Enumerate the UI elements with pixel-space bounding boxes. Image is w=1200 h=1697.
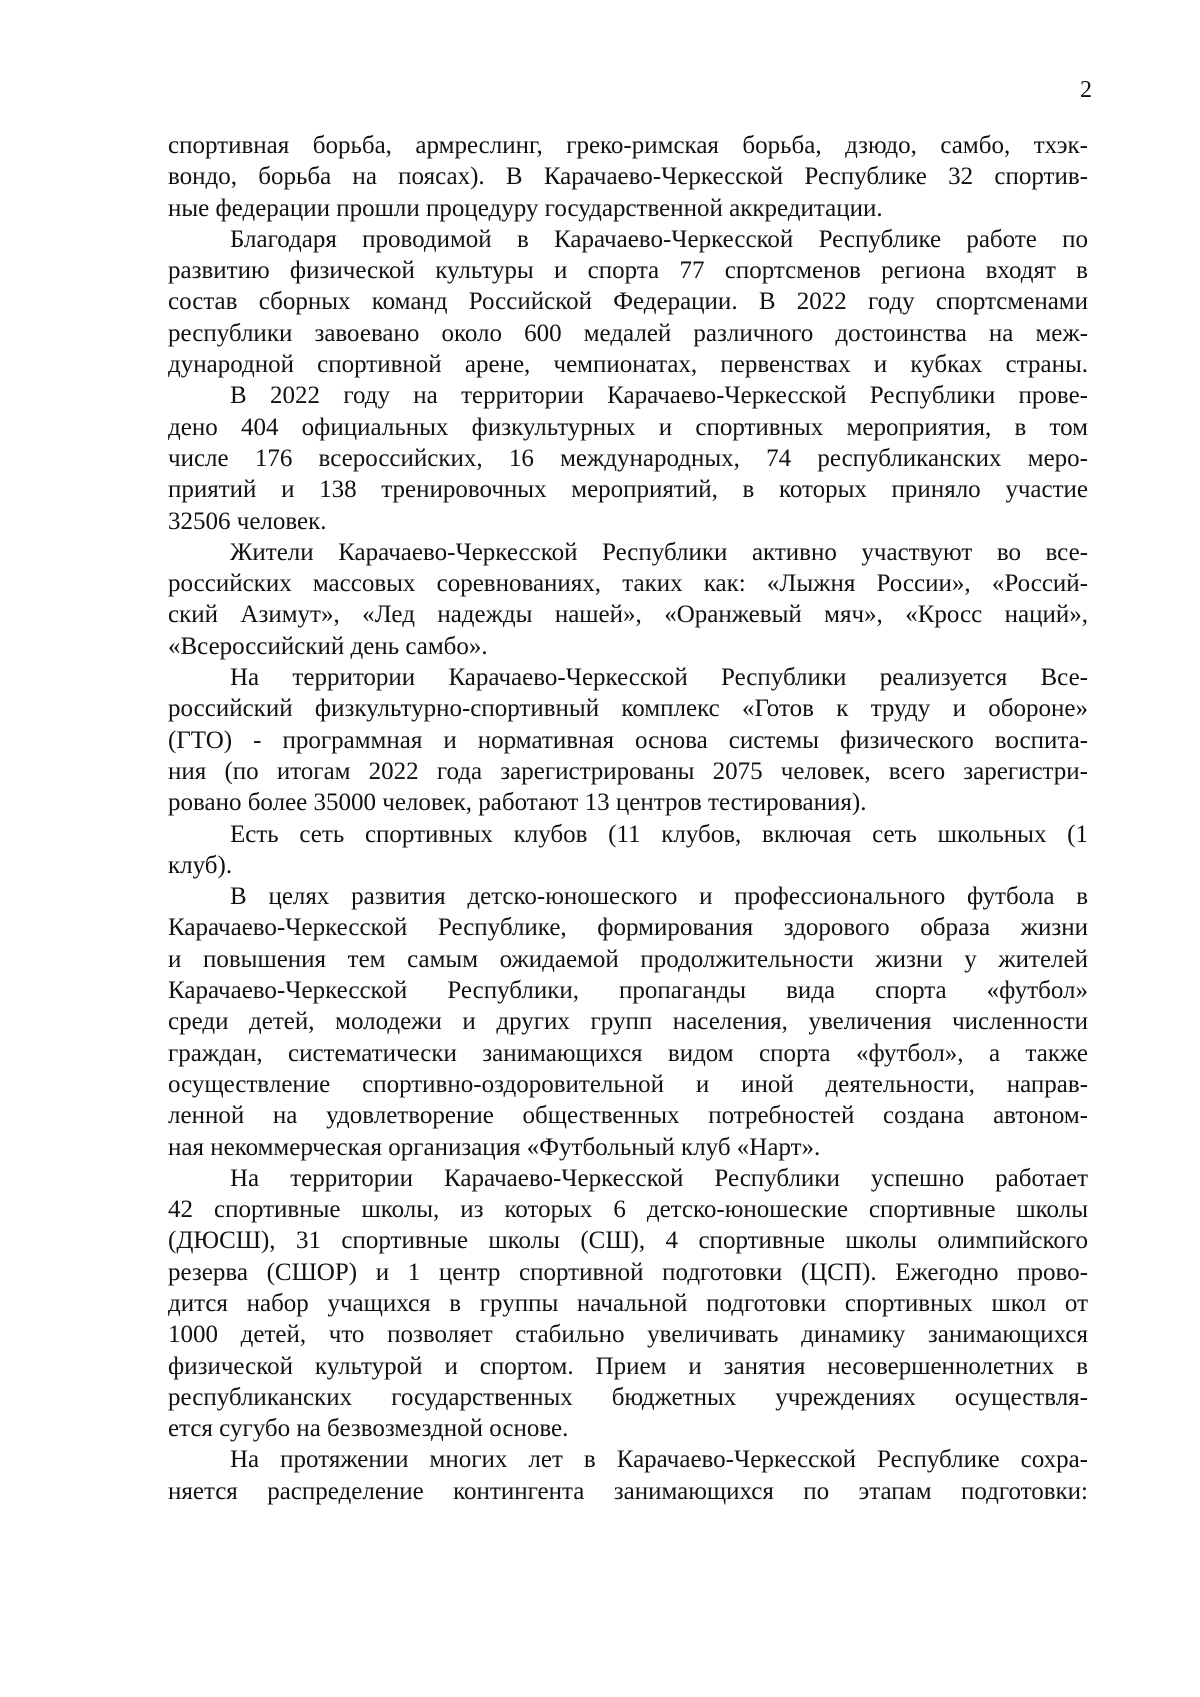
text-line: и повышения тем самым ожидаемой продолжительности жизни у жителей bbox=[168, 945, 1088, 973]
text-line: развитию физической культуры и спорта 77 спортсменов региона входят в bbox=[168, 257, 1088, 285]
page-number: 2 bbox=[1080, 77, 1092, 103]
text-line: граждан, систематически занимающихся видом спорта «футбол», а также bbox=[168, 1039, 1088, 1067]
text-line: няется распределение контингента занимающихся по этапам подготовки: bbox=[168, 1477, 1088, 1505]
text-line: дународной спортивной арене, чемпионатах, первенствах и кубках страны. bbox=[168, 351, 1088, 379]
text-line: ленной на удовлетворение общественных потребностей созданa автоном- bbox=[168, 1102, 1088, 1130]
text-line: 32506 человек. bbox=[168, 507, 327, 535]
text-line: «Всероссийский день самбо». bbox=[168, 632, 488, 660]
text-line: республиканских государственных бюджетных учреждениях осуществля- bbox=[168, 1383, 1088, 1411]
text-line: российских массовых соревнованиях, таких как: «Лыжня России», «Россий- bbox=[168, 570, 1088, 598]
text-line: состав сборных команд Российской Федерации. В 2022 году спортсменами bbox=[168, 288, 1088, 316]
paragraph-first-line: Есть сеть спортивных клубов (11 клубов, включая сеть школьных (1 bbox=[230, 820, 1088, 848]
paragraph-first-line: На протяжении многих лет в Карачаево-Черкесской Республике сохра- bbox=[230, 1446, 1088, 1474]
text-line: клуб). bbox=[168, 851, 233, 879]
text-line: ский Азимут», «Лед надежды нашей», «Оранжевый мяч», «Кросс наций», bbox=[168, 601, 1088, 629]
text-line: ния (по итогам 2022 года зарегистрированы 2075 человек, всего зарегистри- bbox=[168, 757, 1088, 785]
paragraph-first-line: Жители Карачаево-Черкесской Республики активно участвуют во все- bbox=[230, 538, 1088, 566]
text-line: ная некоммерческая организация «Футбольный клуб «Нарт». bbox=[168, 1133, 821, 1161]
text-line: дится набор учащихся в группы начальной подготовки спортивных школ от bbox=[168, 1289, 1088, 1317]
paragraph-first-line: На территории Карачаево-Черкесской Республики успешно работает bbox=[230, 1164, 1088, 1192]
paragraph-first-line: Благодаря проводимой в Карачаево-Черкесской Республике работе по bbox=[230, 225, 1088, 253]
text-line: (ДЮСШ), 31 спортивные школы (СШ), 4 спортивные школы олимпийского bbox=[168, 1227, 1088, 1255]
text-line: физической культурой и спортом. Прием и занятия несовершеннолетних в bbox=[168, 1352, 1088, 1380]
text-line: среди детей, молодежи и других групп населения, увеличения численности bbox=[168, 1008, 1088, 1036]
text-line: Карачаево-Черкесской Республике, формирования здорового образа жизни bbox=[168, 914, 1088, 942]
text-line: числе 176 всероссийских, 16 международных, 74 республиканских меро- bbox=[168, 444, 1088, 472]
text-line: республики завоевано около 600 медалей различного достоинства на меж- bbox=[168, 319, 1088, 347]
text-line: российский физкультурно-спортивный комплекс «Готов к труду и обороне» bbox=[168, 695, 1088, 723]
text-line: вондо, борьба на поясах). В Карачаево-Черкесской Республике 32 спортив- bbox=[168, 163, 1088, 191]
text-line: 1000 детей, что позволяет стабильно увеличивать динамику занимающихся bbox=[168, 1321, 1088, 1349]
text-line: осуществление спортивно-оздоровительной и иной деятельности, направ- bbox=[168, 1070, 1088, 1098]
text-line: ные федерации прошли процедуру государственной аккредитации. bbox=[168, 194, 883, 222]
text-line: Карачаево-Черкесской Республики, пропаганды вида спорта «футбол» bbox=[168, 977, 1088, 1005]
text-line: дено 404 официальных физкультурных и спортивных мероприятия, в том bbox=[168, 413, 1088, 441]
text-line: 42 спортивные школы, из которых 6 детско-юношеские спортивные школы bbox=[168, 1196, 1088, 1224]
paragraph-first-line: На территории Карачаево-Черкесской Республики реализуется Все- bbox=[230, 664, 1088, 692]
paragraph-first-line: В целях развития детско-юношеского и профессионального футбола в bbox=[230, 883, 1088, 911]
text-line: приятий и 138 тренировочных мероприятий, в которых приняло участие bbox=[168, 476, 1088, 504]
text-line: (ГТО) - программная и нормативная основа системы физического воспита- bbox=[168, 726, 1088, 754]
paragraph-first-line: В 2022 году на территории Карачаево-Черкесской Республики прове- bbox=[230, 382, 1088, 410]
text-line: спортивная борьба, армреслинг, греко-римская борьба, дзюдо, самбо, тхэк- bbox=[168, 132, 1088, 159]
text-line: резерва (СШОР) и 1 центр спортивной подготовки (ЦСП). Ежегодно прово- bbox=[168, 1258, 1088, 1286]
document-body bbox=[168, 130, 1088, 1507]
text-line: ровано более 35000 человек, работают 13 центров тестирования). bbox=[168, 789, 867, 817]
text-line: ется сугубо на безвозмездной основе. bbox=[168, 1415, 569, 1443]
